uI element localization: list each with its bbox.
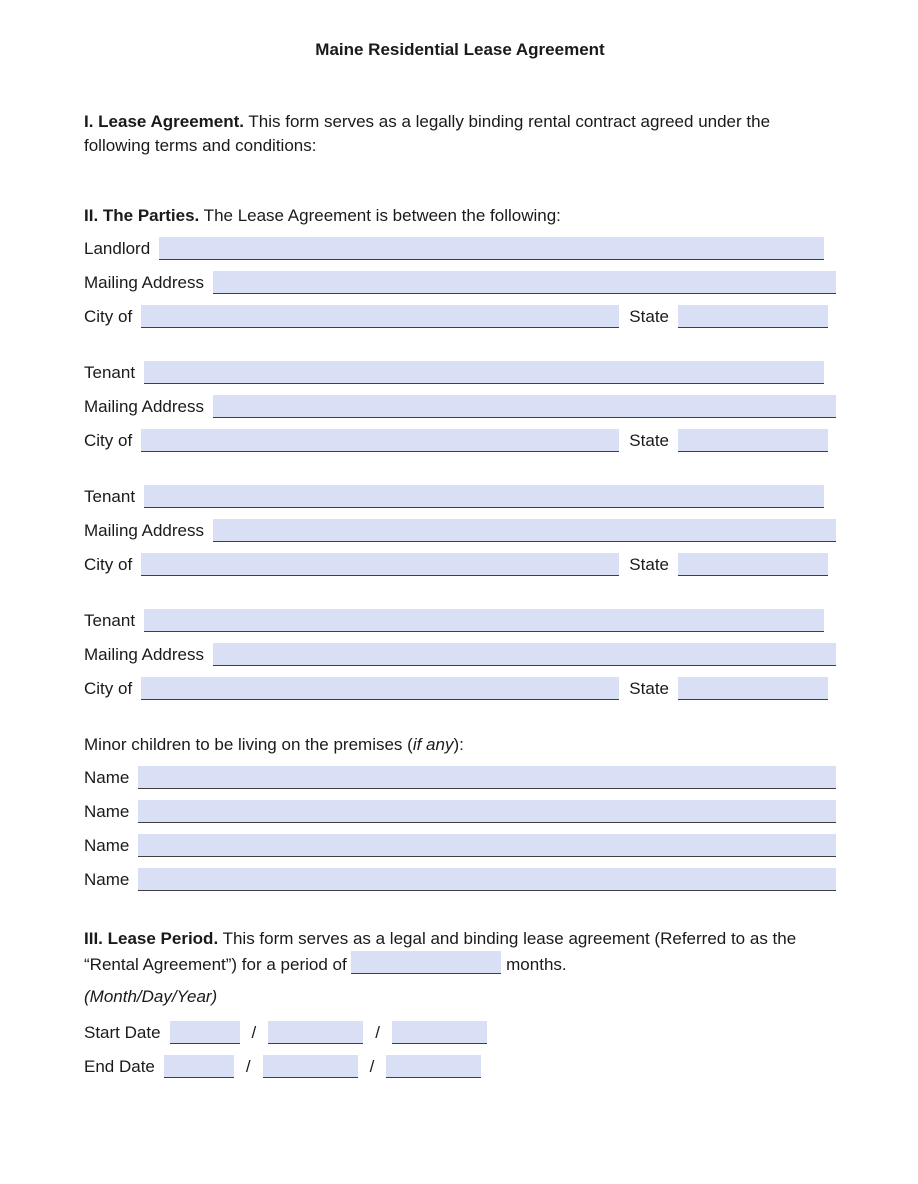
tenant-2-block (84, 485, 836, 576)
minor-children-line (84, 733, 836, 757)
tenant-mailing-row (84, 395, 836, 418)
tenant-row (84, 485, 836, 508)
minor-children-names-block (84, 766, 836, 891)
tenant-2-city-input[interactable] (141, 553, 619, 576)
tenant-3-name-input[interactable] (144, 609, 824, 632)
mailing-address-label: Mailing Address (84, 397, 205, 416)
section-3-body-before: This form serves as a legal and binding lease agreement (Referred to as the “Rental Agreement”) for a period of (84, 929, 797, 974)
state-label: State (629, 307, 669, 326)
section-1-body: This form serves as a legally binding rental contract agreed under the following terms and conditions: (84, 112, 771, 155)
section-3-body-after: months. (501, 955, 567, 974)
tenant-3-state-input[interactable] (678, 677, 828, 700)
state-label: State (629, 431, 669, 450)
tenant-3-block (84, 609, 836, 700)
city-of-label: City of (84, 431, 133, 450)
section-3-heading: III. Lease Period. (84, 929, 219, 948)
tenant-mailing-row (84, 643, 836, 666)
date-separator: / (369, 1057, 375, 1076)
tenant-2-mailing-address-input[interactable] (213, 519, 836, 542)
start-date-day-input[interactable] (268, 1021, 363, 1044)
city-of-label: City of (84, 307, 133, 326)
tenant-1-block (84, 361, 836, 452)
tenant-2-name-input[interactable] (144, 485, 824, 508)
landlord-city-input[interactable] (141, 305, 619, 328)
name-label: Name (84, 870, 130, 889)
minor-children-text: Minor children to be living on the premises ( (84, 735, 413, 754)
section-2-heading: II. The Parties. (84, 206, 200, 225)
tenant-label: Tenant (84, 611, 136, 630)
landlord-state-input[interactable] (678, 305, 828, 328)
name-label: Name (84, 802, 130, 821)
tenant-1-name-input[interactable] (144, 361, 824, 384)
child-4-name-input[interactable] (138, 868, 836, 891)
date-format-note: (Month/Day/Year) (84, 987, 218, 1006)
end-date-label: End Date (84, 1057, 155, 1076)
landlord-block (84, 237, 836, 328)
tenant-1-state-input[interactable] (678, 429, 828, 452)
state-label: State (629, 555, 669, 574)
tenant-2-state-input[interactable] (678, 553, 828, 576)
tenant-city-state-row (84, 677, 836, 700)
tenant-row (84, 609, 836, 632)
section-2-the-parties (84, 204, 836, 228)
start-date-row (84, 1021, 836, 1044)
start-date-label: Start Date (84, 1023, 161, 1042)
tenant-label: Tenant (84, 487, 136, 506)
tenant-3-mailing-address-input[interactable] (213, 643, 836, 666)
child-name-row (84, 800, 836, 823)
tenant-1-mailing-address-input[interactable] (213, 395, 836, 418)
date-separator: / (251, 1023, 257, 1042)
landlord-mailing-address-input[interactable] (213, 271, 836, 294)
section-1-lease-agreement (84, 110, 836, 158)
tenant-1-city-input[interactable] (141, 429, 619, 452)
tenant-3-city-input[interactable] (141, 677, 619, 700)
end-date-year-input[interactable] (386, 1055, 481, 1078)
mailing-address-label: Mailing Address (84, 521, 205, 540)
date-separator: / (375, 1023, 381, 1042)
tenant-city-state-row (84, 429, 836, 452)
name-label: Name (84, 836, 130, 855)
landlord-city-state-row (84, 305, 836, 328)
landlord-row (84, 237, 836, 260)
lease-period-months-input[interactable] (351, 951, 501, 974)
child-name-row (84, 834, 836, 857)
tenant-mailing-row (84, 519, 836, 542)
start-date-month-input[interactable] (170, 1021, 240, 1044)
name-label: Name (84, 768, 130, 787)
end-date-day-input[interactable] (263, 1055, 358, 1078)
minor-children-suffix: ): (453, 735, 464, 754)
tenant-city-state-row (84, 553, 836, 576)
section-3-lease-period (84, 927, 836, 977)
document-title: Maine Residential Lease Agreement (315, 40, 605, 59)
tenant-label: Tenant (84, 363, 136, 382)
landlord-label: Landlord (84, 239, 151, 258)
landlord-mailing-row (84, 271, 836, 294)
state-label: State (629, 679, 669, 698)
minor-children-if-any: if any (412, 735, 454, 754)
mailing-address-label: Mailing Address (84, 273, 205, 292)
tenant-row (84, 361, 836, 384)
landlord-name-input[interactable] (159, 237, 824, 260)
end-date-month-input[interactable] (164, 1055, 234, 1078)
child-1-name-input[interactable] (138, 766, 836, 789)
section-1-heading: I. Lease Agreement. (84, 112, 244, 131)
date-separator: / (245, 1057, 251, 1076)
section-2-body: The Lease Agreement is between the following: (199, 206, 561, 225)
end-date-row (84, 1055, 836, 1078)
city-of-label: City of (84, 555, 133, 574)
city-of-label: City of (84, 679, 133, 698)
start-date-year-input[interactable] (392, 1021, 487, 1044)
mailing-address-label: Mailing Address (84, 645, 205, 664)
child-name-row (84, 766, 836, 789)
child-name-row (84, 868, 836, 891)
child-2-name-input[interactable] (138, 800, 836, 823)
child-3-name-input[interactable] (138, 834, 836, 857)
